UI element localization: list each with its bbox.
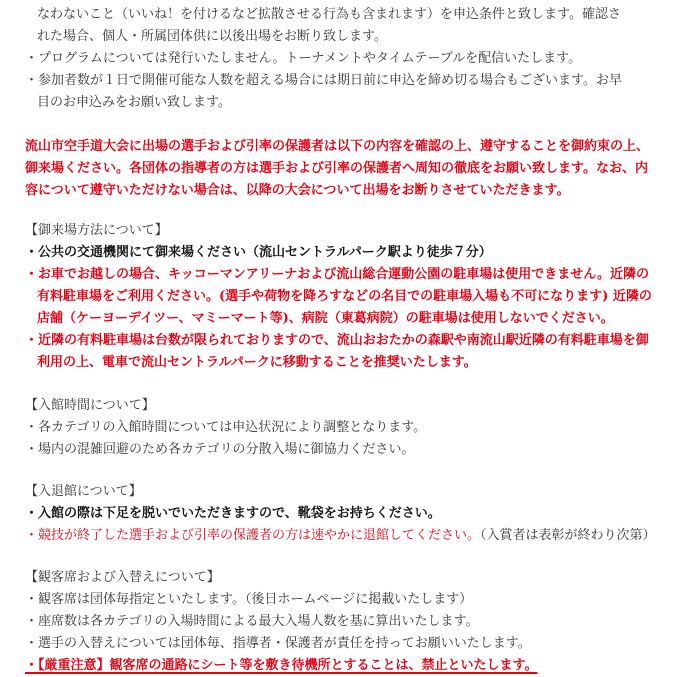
exit-item-leave-note: （入賞者は表彰が終わり次第） <box>480 528 656 543</box>
access-item-public-transport: ・公共の交通機関にて御来場ください（流山セントラルパーク駅より徒歩７分） <box>25 245 492 260</box>
section-heading-seating: 【観客席および入替えについて】 <box>25 570 220 585</box>
intro-line-2: れた場合、個人・所属団体供に以後出場をお断り致します。 <box>37 29 387 44</box>
access-item-car-3: 店舗（ケーヨーデイツー、マミーマート等)、病院（東葛病院）の駐車場は使用しないでください。 <box>37 311 614 326</box>
warning-line-3: 容について遵守いただけない場合は、以降の大会について出場をお断りさせていただきます。 <box>25 183 570 198</box>
access-item-car-2: 有料駐車場をご利用ください。(選手や荷物を降ろすなどの名目での駐車場入場も不可になります) 近隣の <box>37 289 652 304</box>
warning-line-1: 流山市空手道大会に出場の選手および引率の保護者は以下の内容を確認の上、遵守することを御約束の上、 <box>25 139 650 154</box>
intro-line-1: なわないこと（いいね！を付けるなど拡散させる行為も含まれます）を申込条件と致します。確認さ <box>37 7 621 22</box>
intro-program-note: ・プログラムについては発行いたしません。トーナメントやタイムテーブルを配信いたします。 <box>25 51 582 66</box>
seating-item-3: ・選手の入替えについては団体毎、指導者・保護者が責任を持ってお願いいたします。 <box>25 636 531 651</box>
exit-item-leave <box>25 525 675 547</box>
seating-item-2: ・座席数は各カテゴリの入場時間による最大入場人数を基に算出いたします。 <box>25 614 479 629</box>
access-item-car-1: ・お車でお越しの場合、キッコーマンアリーナおよび流山総合運動公園の駐車場は使用できません。近隣の <box>25 267 650 282</box>
warning-line-2: 御来場ください。各団体の指導者の方は選手および引率の保護者へ周知の徹底をお願い致します。なお、内 <box>25 161 648 176</box>
entry-time-item-1: ・各カテゴリの入館時間については申込状況により調整となります。 <box>25 420 427 435</box>
section-heading-access: 【御来場方法について】 <box>25 223 168 238</box>
exit-item-leave-main: ・競技が終了した選手および引率の保護者の方は速やかに退館してください。 <box>25 528 481 543</box>
seating-item-1: ・観客席は団体毎指定といたします。（後日ホームページに掲載いたします） <box>25 592 473 607</box>
section-heading-entry-time: 【入館時間について】 <box>25 398 155 413</box>
seating-item-strict-warning: ・【厳重注意】観客席の通路にシート等を敷き待機所とすることは、禁止といたします。 <box>25 658 538 673</box>
intro-capacity-note-2: 目のお申込みをお願い致します。 <box>37 95 231 110</box>
access-item-parking-1: ・近隣の有料駐車場は台数が限られておりますので、流山おおたかの森駅や南流山駅近隣の有料駐車場を御 <box>25 333 649 348</box>
exit-item-shoe-bag: ・入館の際は下足を脱いでいただきますので、靴袋をお持ちください。 <box>25 506 441 521</box>
access-item-parking-2: 利用の上、電車で流山セントラルパークに移動することを推奨いたします。 <box>37 355 477 370</box>
intro-capacity-note-1: ・参加者数が１日で開催可能な人数を超える場合には期日前に申込を締め切る場合もございます。お早 <box>25 73 622 88</box>
entry-time-item-2: ・場内の混雑回避のため各カテゴリの分散入場に御協力ください。 <box>25 442 415 457</box>
section-heading-exit: 【入退館について】 <box>25 484 142 499</box>
